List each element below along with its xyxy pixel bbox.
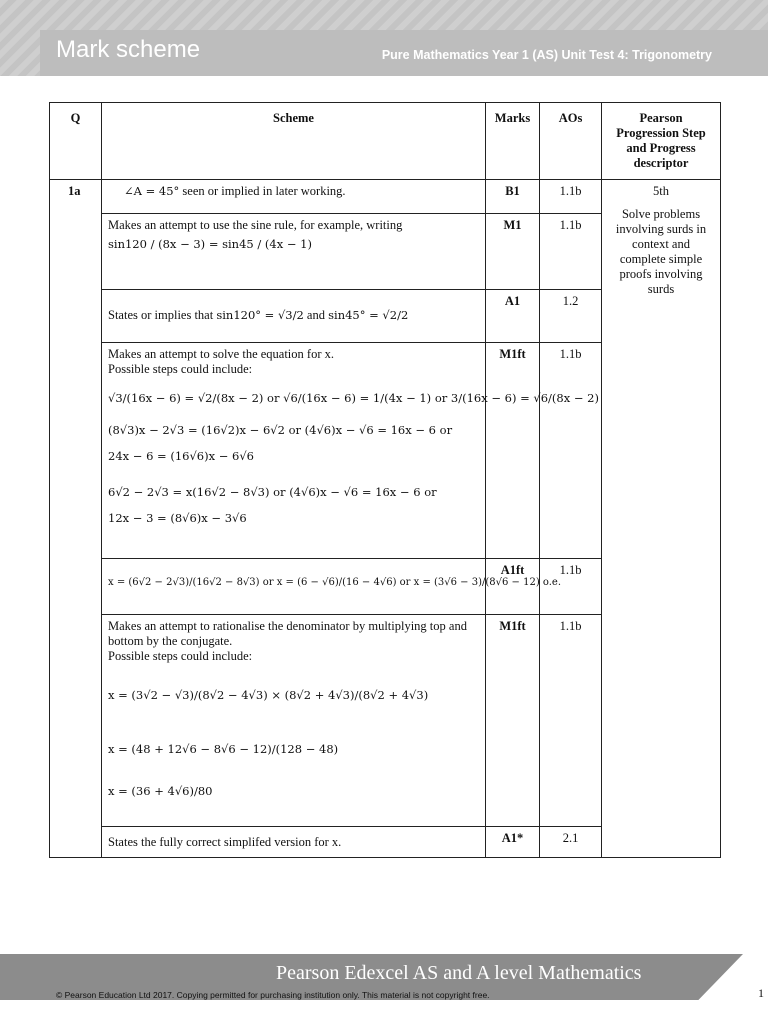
page-number: 1 [758, 986, 764, 1000]
math-expression: sin45° = √2/2 [328, 308, 409, 322]
marks-cell: M1 [486, 214, 540, 290]
math-expression: 24x − 6 = (16√6)x − 6√6 [108, 449, 254, 463]
scheme-cell [102, 290, 486, 343]
math-expression: x = (3√2 − √3)/(8√2 − 4√3) × (8√2 + 4√3)/(8√2 + 4√3) [108, 688, 429, 702]
scheme-text: Makes an attempt to solve the equation for x. [108, 347, 334, 361]
doc-title: Mark scheme [56, 36, 201, 63]
aos-cell: 1.1b [540, 343, 602, 559]
doc-subtitle: Pure Mathematics Year 1 (AS) Unit Test 4: Trigonometry [381, 48, 712, 62]
aos-cell: 1.1b [540, 180, 602, 214]
scheme-text: Makes an attempt to rationalise the denominator by multiplying top and bottom by the conjugate. [108, 619, 467, 648]
table-row [50, 180, 721, 214]
marks-cell: B1 [486, 180, 540, 214]
header-progression: Pearson Progression Step and Progress descriptor [602, 103, 721, 180]
math-expression: sin120° = √3/2 [216, 308, 304, 322]
math-expression: √3/(16x − 6) = √2/(8x − 2) or √6/(16x − 6) = 1/(4x − 1) or 3/(16x − 6) = √6/(8x − 2) [108, 391, 599, 405]
progression-cell [602, 180, 721, 858]
scheme-text: Possible steps could include: [108, 362, 253, 376]
progression-descriptor: Solve problems involving surds in context and complete simple proofs involving surds [615, 207, 707, 296]
marks-cell: A1* [486, 827, 540, 858]
math-expression: 12x − 3 = (8√6)x − 3√6 [108, 511, 247, 525]
mark-scheme-table [49, 102, 721, 858]
aos-cell: 1.1b [540, 214, 602, 290]
scheme-text: States the fully correct simplifed version for x. [108, 835, 342, 849]
math-expression: 6√2 − 2√3 = x(16√2 − 8√3) or (4√6)x − √6 = 16x − 6 or [108, 485, 437, 499]
marks-cell: A1ft [486, 559, 540, 615]
scheme-text: States or implies that [108, 308, 214, 322]
math-expression: x = (36 + 4√6)/80 [108, 784, 213, 798]
scheme-text-and: and [306, 308, 325, 322]
math-expression: (8√3)x − 2√3 = (16√2)x − 6√2 or (4√6)x − √6 = 16x − 6 or [108, 423, 453, 437]
scheme-text: Possible steps could include: [108, 649, 253, 663]
table-header-row [50, 103, 721, 180]
math-expression: x = (6√2 − 2√3)/(16√2 − 8√3) or x = (6 − √6)/(16 − 4√6) or x = (3√6 − 3)/(8√6 − 12) o.e. [108, 577, 562, 588]
aos-cell: 1.1b [540, 559, 602, 615]
scheme-cell [102, 214, 486, 290]
aos-cell: 1.1b [540, 615, 602, 827]
header-q: Q [50, 103, 102, 180]
math-expression: sin120 / (8x − 3) = sin45 / (4x − 1) [108, 237, 312, 251]
header-scheme: Scheme [102, 103, 486, 180]
copyright-notice: © Pearson Education Ltd 2017. Copying permitted for purchasing institution only. This material is not copyright free. [56, 990, 490, 1000]
aos-cell: 2.1 [540, 827, 602, 858]
aos-cell: 1.2 [540, 290, 602, 343]
scheme-cell [102, 180, 486, 214]
progression-step: 5th [653, 184, 669, 198]
scheme-cell [102, 615, 486, 827]
scheme-text: Makes an attempt to use the sine rule, for example, writing [108, 218, 403, 232]
scheme-cell [102, 827, 486, 858]
footer-brand: Pearson Edexcel AS and A level Mathematics [276, 962, 642, 984]
marks-cell: A1 [486, 290, 540, 343]
header-marks: Marks [486, 103, 540, 180]
marks-cell: M1ft [486, 615, 540, 827]
question-number: 1a [50, 180, 102, 858]
math-expression: ∠A = 45° [124, 184, 180, 198]
scheme-text: seen or implied in later working. [182, 184, 346, 198]
marks-cell: M1ft [486, 343, 540, 559]
math-expression: x = (48 + 12√6 − 8√6 − 12)/(128 − 48) [108, 742, 339, 756]
header-aos: AOs [540, 103, 602, 180]
